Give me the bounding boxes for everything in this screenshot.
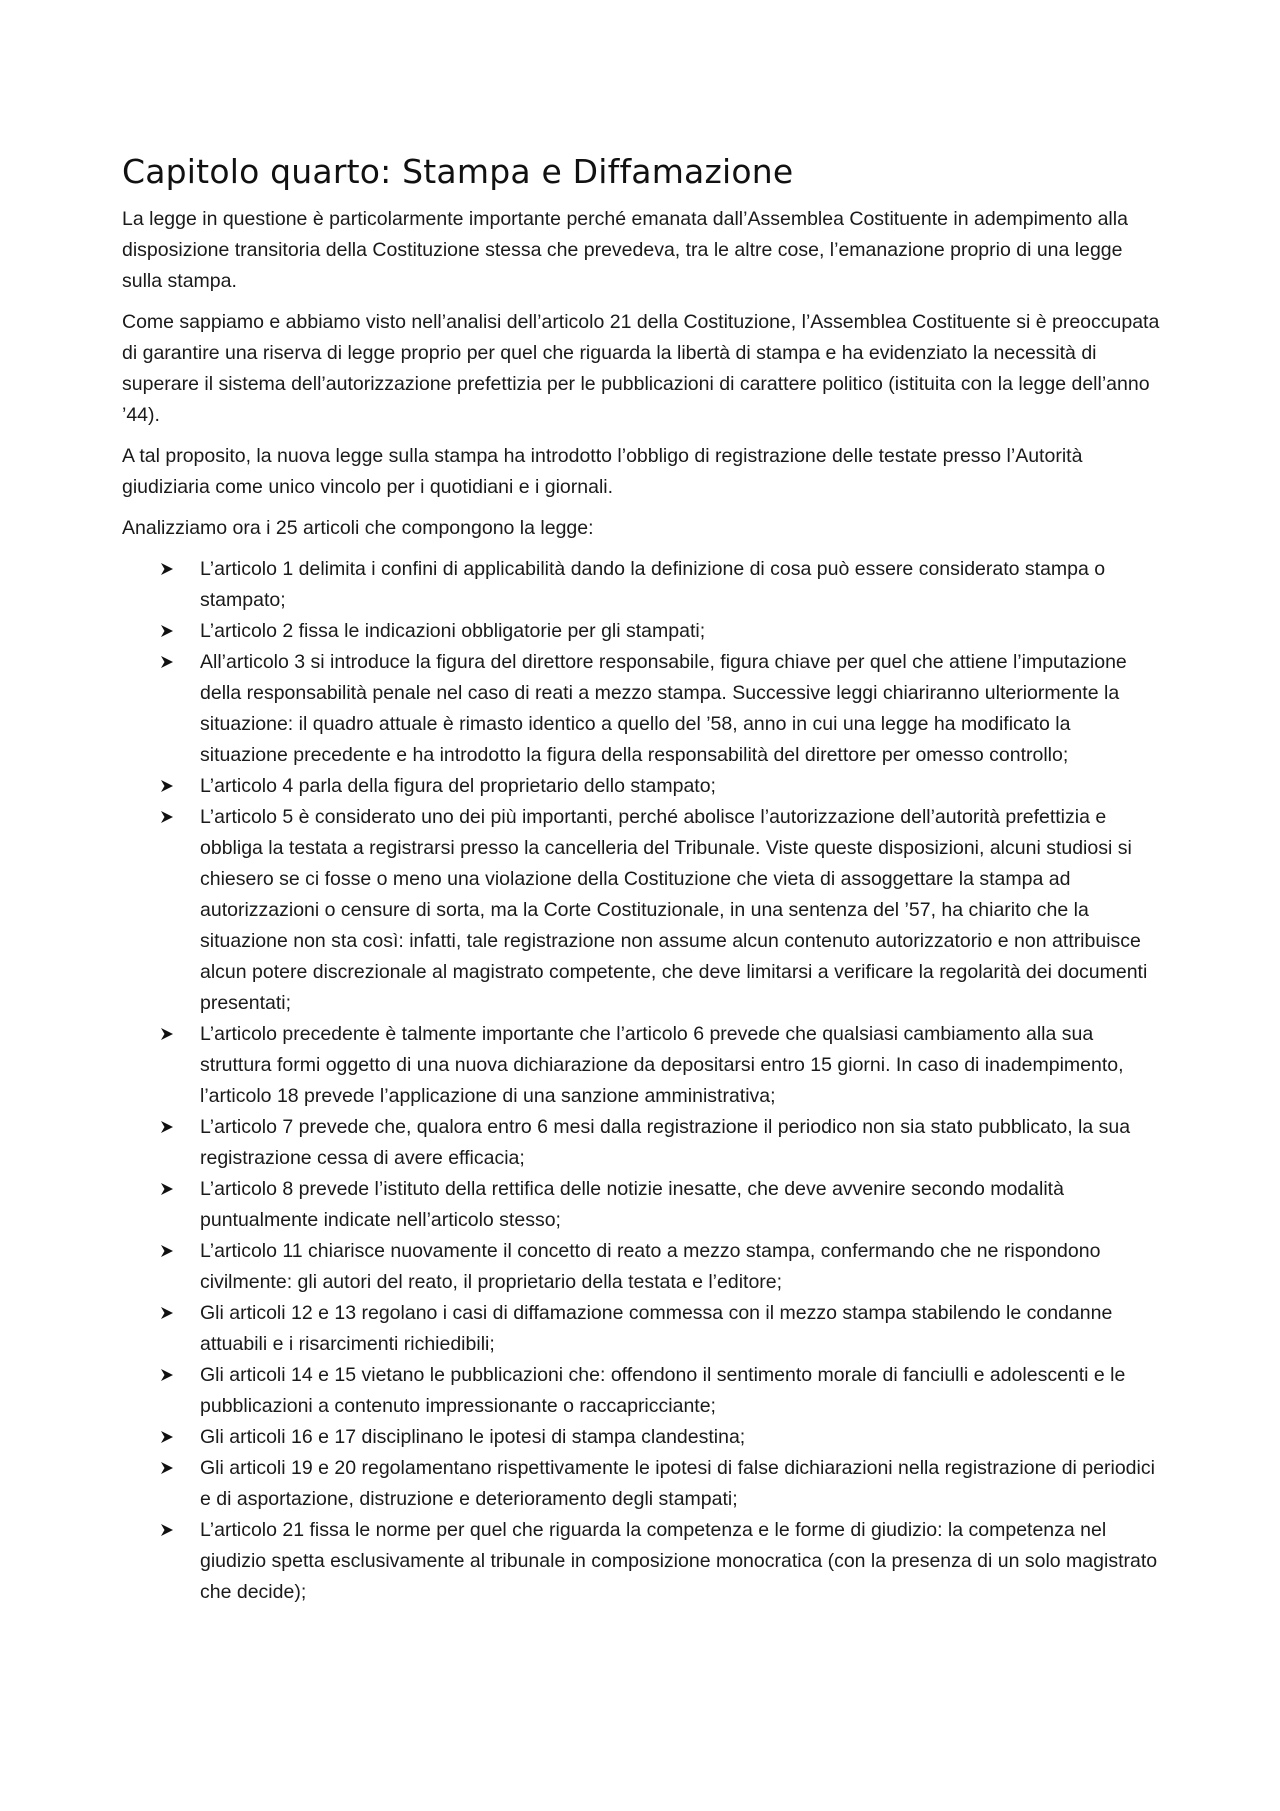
list-item-text: Gli articoli 12 e 13 regolano i casi di diffamazione commessa con il mezzo stampa stabilendo le condanne attuabili e i risarcimenti richiedibili; bbox=[200, 1302, 1113, 1355]
arrowhead-bullet-icon bbox=[160, 1298, 180, 1329]
arrowhead-bullet-icon bbox=[160, 647, 180, 678]
list-item bbox=[122, 771, 1162, 802]
arrowhead-bullet-icon bbox=[160, 1019, 180, 1050]
list-item bbox=[122, 1112, 1162, 1174]
arrowhead-bullet-icon bbox=[160, 1112, 180, 1143]
list-item bbox=[122, 1453, 1162, 1515]
list-item-text: L’articolo 1 delimita i confini di applicabilità dando la definizione di cosa può essere considerato stampa o stampato; bbox=[200, 558, 1106, 611]
list-item-text: Gli articoli 16 e 17 disciplinano le ipotesi di stampa clandestina; bbox=[200, 1426, 746, 1448]
list-item-text: L’articolo 7 prevede che, qualora entro 6 mesi dalla registrazione il periodico non sia stato pubblicato, la sua registrazione cessa di avere efficacia; bbox=[200, 1116, 1131, 1169]
list-item bbox=[122, 647, 1162, 771]
list-item bbox=[122, 1360, 1162, 1422]
arrowhead-bullet-icon bbox=[160, 1360, 180, 1391]
paragraph-2: Come sappiamo e abbiamo visto nell’analisi dell’articolo 21 della Costituzione, l’Assemblea Costituente si è preoccupata di garantire una riserva di legge proprio per quel che riguarda la libertà di stampa e ha evidenziato la necessità di superare il sistema dell’autorizzazione prefettizia per le pubblicazioni di carattere politico (istituita con la legge dell’anno ’44). bbox=[122, 311, 1160, 426]
list-item-text: L’articolo 8 prevede l’istituto della rettifica delle notizie inesatte, che deve avvenire secondo modalità puntualmente indicate nell’articolo stesso; bbox=[200, 1178, 1064, 1231]
list-item-text: Gli articoli 14 e 15 vietano le pubblicazioni che: offendono il sentimento morale di fanciulli e adolescenti e le pubblicazioni a contenuto impressionante o raccapricciante; bbox=[200, 1364, 1126, 1417]
list-item bbox=[122, 1019, 1162, 1112]
document-page bbox=[122, 150, 1162, 1608]
arrowhead-bullet-icon bbox=[160, 616, 180, 647]
paragraph-4: Analizziamo ora i 25 articoli che compongono la legge: bbox=[122, 517, 594, 539]
arrowhead-bullet-icon bbox=[160, 1422, 180, 1453]
list-item-text: Gli articoli 19 e 20 regolamentano rispettivamente le ipotesi di false dichiarazioni nella registrazione di periodici e di asportazione, distruzione e deterioramento degli stampati; bbox=[200, 1457, 1155, 1510]
list-item bbox=[122, 1298, 1162, 1360]
arrowhead-bullet-icon bbox=[160, 554, 180, 585]
page-title: Capitolo quarto: Stampa e Diffamazione bbox=[122, 152, 794, 191]
list-item bbox=[122, 1236, 1162, 1298]
paragraph-3: A tal proposito, la nuova legge sulla stampa ha introdotto l’obbligo di registrazione delle testate presso l’Autorità giudiziaria come unico vincolo per i quotidiani e i giornali. bbox=[122, 445, 1083, 498]
list-item-text: All’articolo 3 si introduce la figura del direttore responsabile, figura chiave per quel che attiene l’imputazione della responsabilità penale nel caso di reati a mezzo stampa. Successive leggi chiariranno ulteriormente la situazione: il quadro attuale è rimasto identico a quello del ’58, anno in cui una legge ha modificato la situazione precedente e ha introdotto la figura della responsabilità del direttore per omesso controllo; bbox=[200, 651, 1127, 766]
list-item-text: L’articolo 4 parla della figura del proprietario dello stampato; bbox=[200, 775, 716, 797]
articles-list bbox=[122, 554, 1162, 1608]
list-item-text: L’articolo 21 fissa le norme per quel che riguarda la competenza e le forme di giudizio: la competenza nel giudizio spetta esclusivamente al tribunale in composizione monocratica (con la presenza di un solo magistrato che decide); bbox=[200, 1519, 1158, 1603]
list-item bbox=[122, 1515, 1162, 1608]
arrowhead-bullet-icon bbox=[160, 802, 180, 833]
arrowhead-bullet-icon bbox=[160, 1515, 180, 1546]
list-item-text: L’articolo 5 è considerato uno dei più importanti, perché abolisce l’autorizzazione dell’autorità prefettizia e obbliga la testata a registrarsi presso la cancelleria del Tribunale. Viste queste disposizioni, alcuni studiosi si chiesero se ci fosse o meno una violazione della Costituzione che vieta di assoggettare la stampa ad autorizzazioni o censure di sorta, ma la Corte Costituzionale, in una sentenza del ’57, ha chiarito che la situazione non sta così: infatti, tale registrazione non assume alcun contenuto autorizzatorio e non attribuisce alcun potere discrezionale al magistrato competente, che deve limitarsi a verificare la regolarità dei documenti presentati; bbox=[200, 806, 1148, 1014]
list-item bbox=[122, 1422, 1162, 1453]
paragraph-1: La legge in questione è particolarmente importante perché emanata dall’Assemblea Costituente in adempimento alla disposizione transitoria della Costituzione stessa che prevedeva, tra le altre cose, l’emanazione proprio di una legge sulla stampa. bbox=[122, 208, 1128, 292]
list-item-text: L’articolo 11 chiarisce nuovamente il concetto di reato a mezzo stampa, confermando che ne rispondono civilmente: gli autori del reato, il proprietario della testata e l’editore; bbox=[200, 1240, 1101, 1293]
arrowhead-bullet-icon bbox=[160, 1236, 180, 1267]
list-item-text: L’articolo precedente è talmente importante che l’articolo 6 prevede che qualsiasi cambiamento alla sua struttura formi oggetto di una nuova dichiarazione da depositarsi entro 15 giorni. In caso di inadempimento, l’articolo 18 prevede l’applicazione di una sanzione amministrativa; bbox=[200, 1023, 1124, 1107]
list-item-text: L’articolo 2 fissa le indicazioni obbligatorie per gli stampati; bbox=[200, 620, 706, 642]
list-item bbox=[122, 554, 1162, 616]
arrowhead-bullet-icon bbox=[160, 771, 180, 802]
list-item bbox=[122, 616, 1162, 647]
list-item bbox=[122, 802, 1162, 1019]
list-item bbox=[122, 1174, 1162, 1236]
arrowhead-bullet-icon bbox=[160, 1453, 180, 1484]
arrowhead-bullet-icon bbox=[160, 1174, 180, 1205]
